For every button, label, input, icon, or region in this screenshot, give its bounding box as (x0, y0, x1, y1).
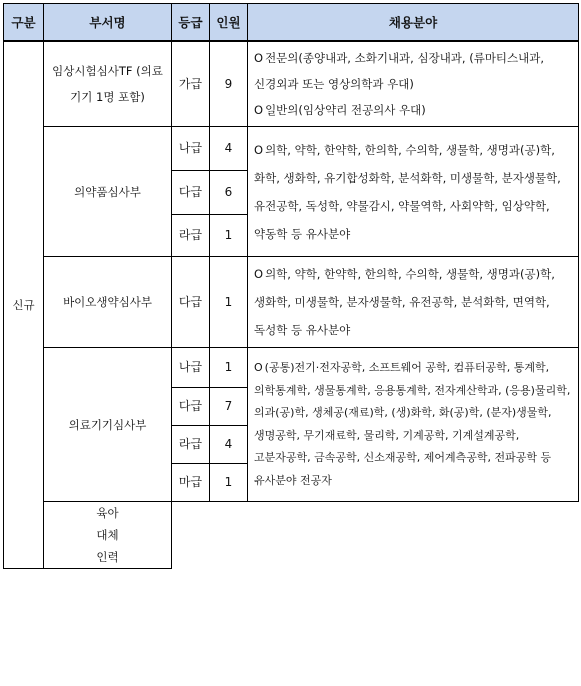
grade-cell: 나급 (172, 348, 210, 388)
grade-cell: 마급 (172, 464, 210, 502)
department-cell: 의료기기심사부 (44, 348, 172, 502)
count-cell: 4 (210, 426, 248, 464)
field-text: 의학, 약학, 한약학, 한의학, 수의학, 생물학, 생명과(공)학, 생화학, 미생물학, 분자생물학, 유전공학, 분석화학, 면역학, 독성학 등 유사분야 (254, 267, 555, 337)
field-item (254, 45, 574, 97)
count-cell: 1 (210, 215, 248, 257)
field-cell (248, 41, 579, 127)
category-line: 대체 (96, 528, 119, 542)
grade-cell: 라급 (172, 215, 210, 257)
table-row (4, 257, 579, 348)
table-row (4, 502, 579, 569)
count-cell: 7 (210, 388, 248, 426)
grade-cell: 나급 (172, 127, 210, 171)
field-item (254, 97, 574, 123)
header-row (4, 4, 579, 42)
recruitment-table (3, 3, 579, 569)
header-category: 구분 (4, 4, 44, 42)
grade-cell: 다급 (172, 257, 210, 348)
category-new: 신규 (4, 41, 44, 569)
bullet-icon: O (254, 142, 264, 157)
grade-cell: 다급 (172, 171, 210, 215)
count-cell: 1 (210, 348, 248, 388)
header-field: 채용분야 (248, 4, 579, 42)
field-cell (248, 257, 579, 348)
department-cell: 의약품심사부 (44, 127, 172, 257)
count-cell: 1 (210, 464, 248, 502)
header-department: 부서명 (44, 4, 172, 42)
table-row (4, 127, 579, 171)
bullet-icon: O (254, 361, 263, 374)
count-cell: 9 (210, 41, 248, 127)
category-line: 인력 (96, 550, 119, 564)
grade-cell: 가급 (172, 41, 210, 127)
table-row (4, 348, 579, 388)
grade-cell: 다급 (172, 388, 210, 426)
table-row (4, 41, 579, 127)
count-cell: 1 (210, 257, 248, 348)
department-cell (44, 41, 172, 127)
field-item-text: 전문의(종양내과, 소화기내과, 심장내과, (류마티스내과, 신경외과 또는 영상의학과 우대) (254, 51, 545, 91)
field-item-text: 일반의(임상약리 전공의사 우대) (265, 103, 426, 117)
count-cell: 6 (210, 171, 248, 215)
category-line: 육아 (96, 506, 119, 520)
bullet-icon: O (254, 267, 264, 281)
field-cell (248, 127, 579, 257)
category-replacement (44, 502, 172, 569)
field-text: (공통)전기·전자공학, 소프트웨어 공학, 컴퓨터공학, 통계학, 의학통계학, 생물통계학, 응용통계학, 전자계산학과, (응용)물리학, 의과(공)학, 생체공(재료)학, (생)화학, 화(공)학, (분자)생물학, 생명공학, 무기재료학, 물리학, 기계공학, 기계설계공학, 고분자공학, 금속공학, 신소재공학, 제어계측공학, 전파공학 등 유사분야 전공자 (254, 361, 571, 487)
bullet-icon: O (254, 103, 264, 117)
field-text: 의학, 약학, 한약학, 한의학, 수의학, 생물학, 생명과(공)학, 화학, 생화학, 유기합성화학, 분석화학, 미생물학, 분자생물학, 유전공학, 독성학, 약물감시, 약물역학, 사회약학, 임상약학, 약동학 등 유사분야 (254, 142, 561, 241)
department-cell: 바이오생약심사부 (44, 257, 172, 348)
field-cell (248, 348, 579, 502)
grade-cell: 라급 (172, 426, 210, 464)
header-count: 인원 (210, 4, 248, 42)
header-grade: 등급 (172, 4, 210, 42)
department-name: 임상시험심사TF (의료기기 1명 포함) (52, 64, 163, 104)
bullet-icon: O (254, 51, 264, 65)
count-cell: 4 (210, 127, 248, 171)
